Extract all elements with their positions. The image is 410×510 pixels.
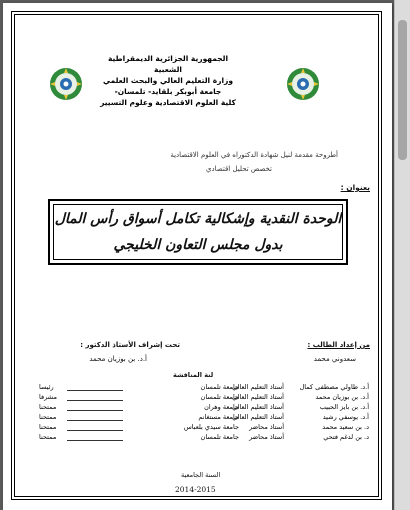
member-name: د. بن لدغم فتحي (323, 433, 369, 441)
member-role: ممتحنا (39, 433, 57, 441)
member-role: رئيسا (39, 383, 54, 391)
committee-row (39, 433, 369, 443)
right-university-seal-icon (286, 67, 320, 101)
dotted-leader (67, 420, 123, 421)
document-page (3, 3, 392, 510)
member-institution: جامعة سيدي بلعباس (183, 423, 239, 431)
committee-label: لنة المناقشة (173, 371, 214, 379)
committee-row (39, 423, 369, 433)
dotted-leader (67, 400, 123, 401)
member-role: ممتحنا (39, 413, 57, 421)
member-institution: جامعة تلمسان (200, 393, 239, 401)
dotted-leader (67, 440, 123, 441)
academic-year: 2014-2015 (175, 485, 216, 494)
vertical-scrollbar[interactable] (394, 0, 410, 510)
member-role: ممتحنا (39, 403, 57, 411)
thesis-statement: أطروحة مقدمة لنيل شهادة الدكتوراه في العلوم الاقتصادية (170, 151, 338, 159)
thesis-specialty: تخصص تحليل اقتصادي (206, 165, 272, 173)
member-rank: أستاذ التعليم العالي (232, 413, 284, 421)
member-rank: أستاذ محاضر (249, 433, 284, 441)
member-name: أ.د. يوسفي رشيد (322, 413, 369, 421)
title-box (48, 199, 348, 265)
academic-year-label: السنة الجامعية (181, 471, 221, 479)
thesis-title-line-1: الوحدة النقدية وإشكالية تكامل أسواق رأس المال (54, 211, 342, 227)
member-rank: أستاذ محاضر (249, 423, 284, 431)
member-rank: أستاذ التعليم العالي (232, 383, 284, 391)
header-line-university: جامعة أبوبكر بلقايد- تلمسان- (114, 87, 222, 96)
member-institution: جامعة تلمسان (200, 433, 239, 441)
supervisor-name: أ.د. بن بوزيان محمد (89, 355, 147, 363)
header-line-ministry: وزارة التعليم العالي والبحث العلمي (102, 76, 234, 85)
member-institution: جامعة مستغانم (198, 413, 239, 421)
member-role: مشرفا (39, 393, 57, 401)
dotted-leader (67, 390, 123, 391)
member-name: أ.د. بن بوزيان محمد (315, 393, 369, 401)
header-line-faculty: كلية العلوم الاقتصادية وعلوم التسيير (100, 98, 236, 107)
thesis-title-line-2: بدول مجلس التعاون الخليجي (113, 237, 283, 253)
dotted-leader (67, 430, 123, 431)
committee-row (39, 393, 369, 403)
member-name: أ.د. طاولي مصطفى كمال (299, 383, 369, 391)
member-role: ممتحنا (39, 423, 57, 431)
member-name: د. بن سعيد محمد (322, 423, 369, 431)
member-institution: جامعة وهران (204, 403, 239, 411)
committee-row (39, 403, 369, 413)
committee-row (39, 413, 369, 423)
student-name: سعدوني محمد (313, 355, 356, 363)
student-label: من إعداد الطالب : (307, 341, 370, 349)
member-rank: أستاذ التعليم العالي (232, 393, 284, 401)
committee-row (39, 383, 369, 393)
member-name: أ.د. بن بايز الحبيب (319, 403, 369, 411)
supervisor-label: تحت إشراف الأستاذ الدكتور : (80, 341, 180, 349)
scrollbar-thumb[interactable] (398, 20, 407, 160)
dotted-leader (67, 410, 123, 411)
institution-header (93, 53, 243, 108)
member-rank: أستاذ التعليم العالي (232, 403, 284, 411)
left-university-seal-icon (49, 67, 83, 101)
member-institution: جامعة تلمسان (200, 383, 239, 391)
title-label: بعنوان : (340, 183, 370, 192)
header-line-republic: الجمهورية الجزائرية الديمقراطية الشعبية (107, 54, 229, 74)
